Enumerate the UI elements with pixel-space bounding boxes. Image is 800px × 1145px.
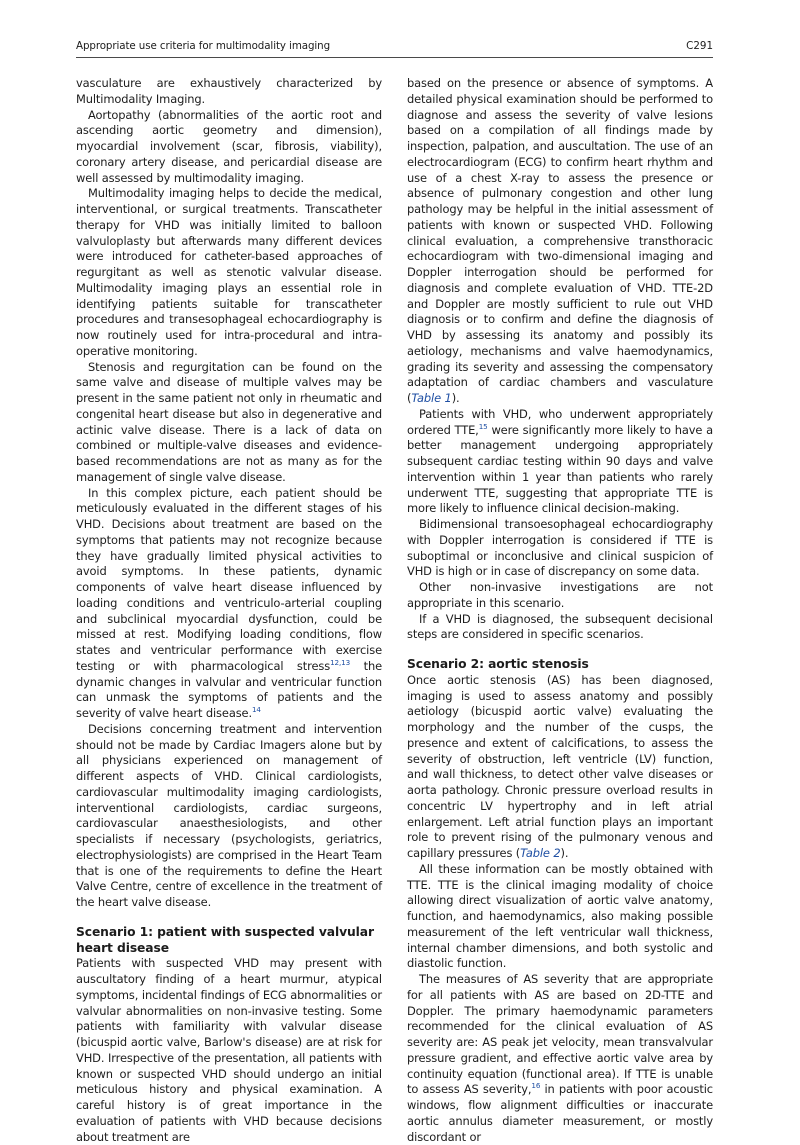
table-reference-link[interactable]: Table 2 — [520, 846, 561, 860]
section-spacer — [76, 911, 382, 925]
citation-link[interactable]: 15 — [478, 421, 488, 431]
paragraph — [407, 76, 713, 407]
running-header — [76, 40, 713, 56]
running-title: Appropriate use criteria for multimodality imaging — [76, 40, 331, 52]
paragraph-text: The measures of AS severity that are appropriate for all patients with AS are based on 2D-TTE and Doppler. The primary haemodynamic parameters recommended for the clinical evaluation of AS severity are: AS peak jet velocity, mean transvalvular pressure gradient, and effective aortic valve area by continuity equation (functional area). If TTE is unable to assess AS severity, — [407, 972, 713, 1097]
paragraph-text: were significantly more likely to have a better management undergoing appropriately subsequent cardiac testing within 90 days and valve intervention within 1 year than patients who rarely underwent TTE, suggesting that appropriate TTE is more likely to influence clinical decision-making. — [407, 422, 713, 516]
paragraph-text: In this complex picture, each patient should be meticulously evaluated in the different stages of his VHD. Decisions about treatment are based on the symptoms that patients may not recognize because they have gradually limited physical activities to avoid symptoms. In these patients, dynamic components of valve heart disease influenced by loading conditions and ventriculo-arterial coupling and subclinical myocardial dysfunction, could be missed at rest. Modifying loading conditions, flow states and ventricular performance with exercise testing or with pharmacological stress — [76, 485, 382, 673]
section-heading: Scenario 2: aortic stenosis — [407, 657, 589, 671]
left-column — [76, 76, 382, 1145]
paragraph — [407, 673, 713, 862]
paragraph-text: Patients with VHD, who underwent appropriately ordered TTE, — [407, 406, 713, 437]
paragraph: Stenosis and regurgitation can be found on the same valve and disease of multiple valves may be present in the same patient not only in rheumatic and congenital heart disease but also in degenerative and actinic valve disease. There is a lack of data on combined or multiple-valve diseases and evidence-based recommendations are not as many as for the management of single valve disease. — [76, 359, 382, 484]
paragraph: Other non-invasive investigations are not appropriate in this scenario. — [407, 580, 713, 610]
paragraph-text: ). — [451, 391, 460, 405]
page-number: C291 — [686, 40, 713, 52]
paragraph: vasculature are exhaustively characterized by Multimodality Imaging. — [76, 76, 382, 106]
section-spacer — [407, 643, 713, 657]
citation-link[interactable]: 12,13 — [330, 657, 351, 667]
paragraph: Aortopathy (abnormalities of the aortic root and ascending aortic geometry and dimension), myocardial involvement (scar, fibrosis, viability), coronary artery disease, and pericardial disease are well assessed by multimodality imaging. — [76, 107, 382, 185]
paragraph — [407, 972, 713, 1145]
right-column — [407, 76, 713, 1145]
paragraph: Bidimensional transoesophageal echocardiography with Doppler interrogation is considered if TTE is suboptimal or inconclusive and clinical suspicion of VHD is high or in case of discrepancy on some data. — [407, 517, 713, 579]
citation-link[interactable]: 16 — [531, 1081, 541, 1091]
paragraph-text: in patients with poor acoustic windows, flow alignment difficulties or inaccurate aortic annulus diameter measurement, or mostly discordant or — [407, 1082, 713, 1144]
paragraph-text: the dynamic changes in valvular and ventricular function can unmask the symptoms of patients and the severity of valve heart disease. — [76, 658, 382, 720]
paragraph: Patients with suspected VHD may present with auscultatory finding of a heart murmur, atypical symptoms, incidental findings of ECG abnormalities or valvular abnormalities on non-invasive testing. Some patients with familiarity with valvular disease (bicuspid aortic valve, Barlow's disease) are at risk for VHD. Irrespective of the presentation, all patients with known or suspected VHD should undergo an initial meticulous history and physical examination. A careful history is of great importance in the evaluation of patients with VHD because decisions about treatment are — [76, 956, 382, 1144]
paragraph-text: based on the presence or absence of symptoms. A detailed physical examination should be performed to diagnose and assess the severity of valve lesions based on a compilation of all findings made by inspection, palpation, and auscultation. The use of an electrocardiogram (ECG) to confirm heart rhythm and use of a chest X-ray to assess the presence or absence of pulmonary congestion and other lung pathology may be helpful in the initial assessment of patients with known or suspected VHD. Following clinical evaluation, a comprehensive transthoracic echocardiogram with two-dimensional imaging and Doppler interrogation should be performed for diagnosis and complete evaluation of VHD. TTE-2D and Doppler are mostly sufficient to rule out VHD diagnosis or to confirm and define the diagnosis of VHD by assessing its anatomy and possibly its aetiology, mechanisms and valve haemodynamics, grading its severity and assessing the compensatory adaptation of cardiac chambers and vasculature ( — [407, 76, 713, 405]
citation-link[interactable]: 14 — [251, 705, 261, 714]
section-heading: Scenario 1: patient with suspected valvular heart disease — [76, 924, 374, 955]
paragraph — [76, 486, 382, 722]
header-rule — [76, 57, 713, 58]
paragraph-text: ). — [560, 846, 569, 860]
paragraph — [407, 407, 713, 517]
paragraph: All these information can be mostly obtained with TTE. TTE is the clinical imaging modality of choice allowing direct visualization of aortic valve anatomy, function, and haemodynamics, also making possible measurement of the left ventricular wall thickness, internal chamber dimensions, and both systolic and diastolic function. — [407, 861, 713, 971]
table-reference-link[interactable]: Table 1 — [411, 391, 452, 405]
paragraph: If a VHD is diagnosed, the subsequent decisional steps are considered in specific scenarios. — [407, 611, 713, 642]
paragraph-text: Once aortic stenosis (AS) has been diagnosed, imaging is used to assess anatomy and possibly aetiology (bicuspid aortic valve) evaluating the morphology and the number of the cusps, the presence and extent of calcifications, to assess the severity of obstruction, left ventricle (LV) function, and wall thickness, to detect other valve diseases or aorta pathology. Chronic pressure overload results in concentric LV hypertrophy and in left atrial enlargement. Left atrial function plays an important role to prevent rising of the pulmonary venous and capillary pressures ( — [407, 672, 713, 860]
paragraph: Multimodality imaging helps to decide the medical, interventional, or surgical treatments. Transcatheter therapy for VHD was initially limited to balloon valvuloplasty but afterwards many different devices were introduced for catheter-based approaches of regurgitant as well as stenotic valvular disease. Multimodality imaging plays an essential role in identifying patients suitable for transcatheter procedures and transesophageal echocardiography is now routinely used for intra-procedural and intra-operative monitoring. — [76, 186, 382, 358]
paragraph: Decisions concerning treatment and intervention should not be made by Cardiac Imagers alone but by all physicians experienced on management of different aspects of VHD. Clinical cardiologists, cardiovascular multimodality imaging cardiologists, interventional cardiologists, cardiac surgeons, cardiovascular anaesthesiologists, and other specialists if necessary (psychologists, geriatrics, electrophysiologists) are comprised in the Heart Team that is one of the requirements to define the Heart Valve Centre, centre of excellence in the treatment of the heart valve disease. — [76, 721, 382, 909]
